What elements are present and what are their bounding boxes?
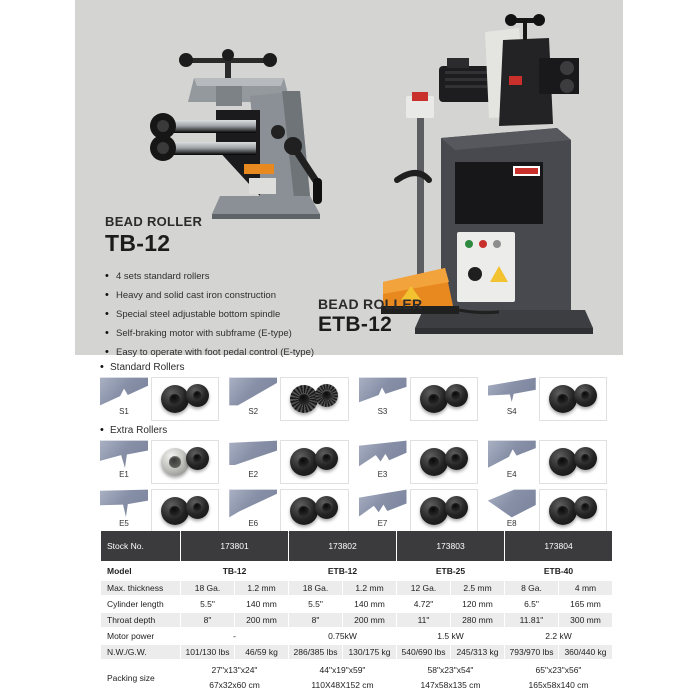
row-label: Max. thickness: [101, 581, 180, 595]
roller-label: S1: [119, 407, 129, 416]
spec-value: 5.5": [289, 597, 342, 611]
throat-depth-row: [101, 613, 612, 627]
spec-value: 1.2 mm: [343, 581, 396, 595]
row-label: Throat depth: [101, 613, 180, 627]
etb12-series-label: BEAD ROLLER: [318, 296, 423, 312]
model-name: ETB-12: [289, 563, 396, 579]
spec-table: [100, 529, 613, 697]
roller-label: S2: [248, 407, 259, 416]
spec-value: 130/175 kg: [343, 645, 396, 659]
feature-item: • Special steel adjustable bottom spindle: [105, 305, 314, 324]
tb12-machine-image: [130, 44, 330, 234]
extra-rollers-grid: [100, 440, 607, 533]
roller-pair-image: [280, 489, 348, 533]
feature-item: • Self-braking motor with subframe (E-type): [105, 324, 314, 343]
spec-value: 286/385 lbs: [289, 645, 342, 659]
sheet-profile-image: [488, 377, 536, 406]
sheet-profile-image: [229, 377, 277, 406]
roller-label: E5: [119, 519, 129, 528]
spec-value: 8": [181, 613, 234, 627]
spec-value: 540/690 lbs: [397, 645, 450, 659]
spec-value: 280 mm: [451, 613, 504, 627]
roller-label: E4: [506, 470, 517, 479]
roller-label: S4: [506, 407, 517, 416]
roller-pair-image: [410, 489, 478, 533]
roller-item-e6: [229, 489, 348, 533]
spec-value: 5.5": [181, 597, 234, 611]
packing-value: [505, 661, 612, 695]
model-name: ETB-40: [505, 563, 612, 579]
sheet-profile-image: [359, 489, 407, 518]
stock-number: 173802: [289, 531, 396, 561]
spec-value: 0.75kW: [289, 629, 396, 643]
feature-item: • Heavy and solid cast iron construction: [105, 286, 314, 305]
spec-value: 140 mm: [235, 597, 288, 611]
etb12-model-name: ETB-12: [318, 313, 393, 336]
roller-label: E2: [248, 470, 259, 479]
roller-item-s3: [359, 377, 478, 421]
tb12-text-block: [105, 214, 314, 362]
row-label: Cylinder length: [101, 597, 180, 611]
sheet-profile-image: [229, 440, 277, 469]
roller-item-e4: [488, 440, 607, 484]
roller-item-s4: [488, 377, 607, 421]
sheet-profile-image: [100, 377, 148, 406]
roller-item-e2: [229, 440, 348, 484]
spec-value: 200 mm: [235, 613, 288, 627]
spec-value: 101/130 lbs: [181, 645, 234, 659]
stock-number: 173801: [181, 531, 288, 561]
sheet-profile-image: [229, 489, 277, 518]
spec-value: 8 Ga.: [505, 581, 558, 595]
packing-cm: 165x58x140 cm: [528, 680, 589, 690]
roller-item-s2: [229, 377, 348, 421]
spec-value: 165 mm: [559, 597, 612, 611]
tb12-model-name: TB-12: [105, 230, 171, 256]
roller-pair-image: [151, 440, 219, 484]
spec-value: 4 mm: [559, 581, 612, 595]
sheet-profile-image: [359, 377, 407, 406]
spec-value: 18 Ga.: [289, 581, 342, 595]
rollers-section: [100, 360, 607, 537]
spec-value: 200 mm: [343, 613, 396, 627]
standard-rollers-grid: [100, 377, 607, 421]
max-thickness-row: [101, 581, 612, 595]
spec-value: 120 mm: [451, 597, 504, 611]
stock-number: 173803: [397, 531, 504, 561]
spec-value: 1.2 mm: [235, 581, 288, 595]
spec-table-section: [100, 529, 607, 697]
packing-inches: 65"x23"x56": [535, 665, 582, 675]
packing-value: [181, 661, 288, 695]
spec-value: 140 mm: [343, 597, 396, 611]
roller-item-s1: [100, 377, 219, 421]
sheet-profile-image: [488, 440, 536, 469]
etb12-text-block: [318, 296, 422, 337]
sheet-profile-image: [100, 440, 148, 469]
spec-value: 18 Ga.: [181, 581, 234, 595]
hero-panel: [75, 0, 623, 358]
tb12-series-label: BEAD ROLLER: [105, 214, 203, 229]
sheet-profile-image: [359, 440, 407, 469]
roller-label: E1: [119, 470, 129, 479]
roller-label: S3: [377, 407, 388, 416]
packing-inches: 58"x23"x54": [427, 665, 474, 675]
roller-pair-image: [410, 440, 478, 484]
feature-item: • Easy to operate with foot pedal control (E-type): [105, 343, 314, 362]
roller-pair-image: [539, 377, 607, 421]
roller-pair-image: [280, 377, 348, 421]
roller-item-e7: [359, 489, 478, 533]
roller-item-e1: [100, 440, 219, 484]
cylinder-length-row: [101, 597, 612, 611]
sheet-profile-image: [488, 489, 536, 518]
stock-number: 173804: [505, 531, 612, 561]
packing-value: [289, 661, 396, 695]
row-label: Packing size: [101, 661, 180, 695]
spec-value: 300 mm: [559, 613, 612, 627]
packing-cm: 67x32x60 cm: [209, 680, 260, 690]
spec-value: 11": [397, 613, 450, 627]
roller-pair-image: [280, 440, 348, 484]
roller-pair-image: [410, 377, 478, 421]
packing-value: [397, 661, 504, 695]
tb12-feature-list: [105, 267, 314, 362]
feature-item: • 4 sets standard rollers: [105, 267, 314, 286]
spec-value: 245/313 kg: [451, 645, 504, 659]
packing-cm: 110X48X152 cm: [311, 680, 374, 690]
roller-item-e5: [100, 489, 219, 533]
spec-value: 12 Ga.: [397, 581, 450, 595]
packing-cm: 147x58x135 cm: [420, 680, 481, 690]
roller-pair-image: [539, 489, 607, 533]
spec-value: 2.2 kW: [505, 629, 612, 643]
motor-power-row: [101, 629, 612, 643]
roller-label: E3: [377, 470, 388, 479]
roller-pair-image: [151, 377, 219, 421]
spec-value: 1.5 kW: [397, 629, 504, 643]
spec-value: 2.5 mm: [451, 581, 504, 595]
packing-inches: 27"x13"x24": [211, 665, 258, 675]
roller-pair-image: [539, 440, 607, 484]
spec-value: -: [181, 629, 288, 643]
roller-label: E6: [248, 519, 259, 528]
weight-row: [101, 645, 612, 659]
sheet-profile-image: [100, 489, 148, 518]
model-row: [101, 563, 612, 579]
spec-value: 4.72": [397, 597, 450, 611]
stock-number-row: [101, 531, 612, 561]
spec-value: 360/440 kg: [559, 645, 612, 659]
roller-label: E7: [377, 519, 388, 528]
row-label: Motor power: [101, 629, 180, 643]
stock-label: Stock No.: [101, 531, 180, 561]
spec-value: 11.81": [505, 613, 558, 627]
spec-value: 793/970 lbs: [505, 645, 558, 659]
roller-pair-image: [151, 489, 219, 533]
roller-label: E8: [506, 519, 517, 528]
spec-value: 46/59 kg: [235, 645, 288, 659]
model-name: ETB-25: [397, 563, 504, 579]
model-name: TB-12: [181, 563, 288, 579]
roller-item-e3: [359, 440, 478, 484]
model-label: Model: [101, 563, 180, 579]
row-label: N.W./G.W.: [101, 645, 180, 659]
spec-value: 6.5": [505, 597, 558, 611]
packing-inches: 44"x19"x59": [319, 665, 366, 675]
standard-rollers-title: • Standard Rollers: [100, 362, 607, 373]
roller-item-e8: [488, 489, 607, 533]
spec-value: 8": [289, 613, 342, 627]
etb12-machine-image: [381, 8, 601, 340]
packing-size-row: [101, 661, 612, 695]
extra-rollers-title: • Extra Rollers: [100, 425, 607, 436]
